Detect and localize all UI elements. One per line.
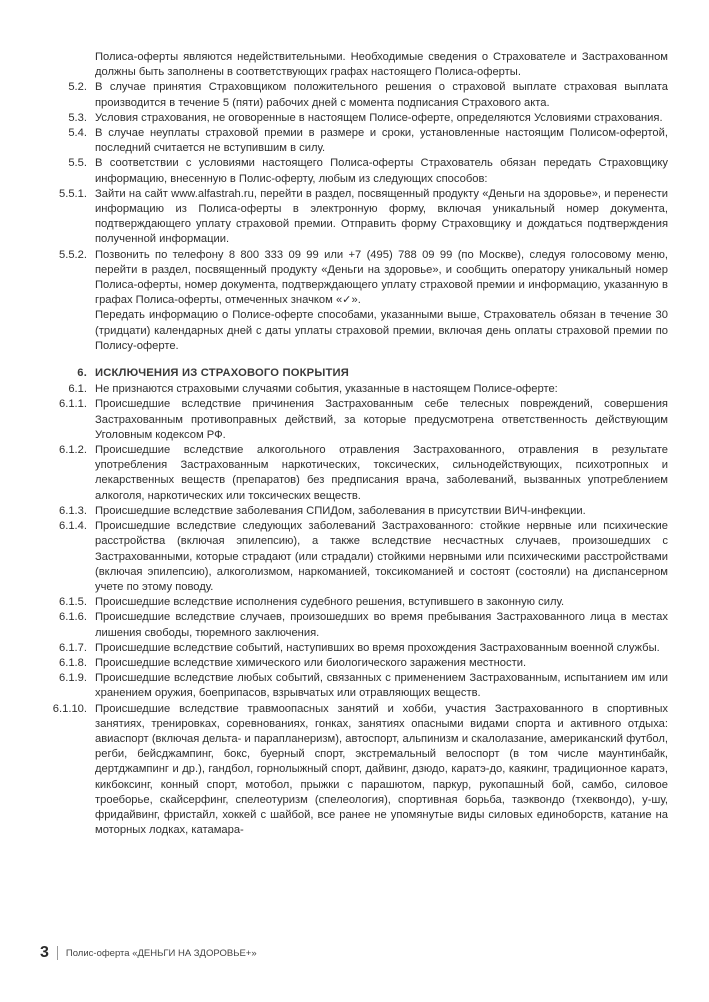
- clause-text: Передать информацию о Полисе-оферте способами, указанными выше, Страхователь обязан в течение 30 (тридцати) календарных дней с даты уплаты страховой премии, включая день оплаты страховой премии по Полису-оферте.: [95, 309, 668, 352]
- clause-number: 6.1.3.: [59, 504, 87, 517]
- paragraph-continuation: [40, 50, 668, 80]
- clause-number: 6.1.9.: [59, 672, 87, 685]
- clause-text: Не признаются страховыми случаями события, указанные в настоящем Полисе-оферте:: [95, 383, 558, 396]
- clause-text: В случае неуплаты страховой премии в размере и сроки, установленные настоящим Полисом-офертой, последний считается не вступившим в силу.: [95, 127, 668, 155]
- clause-6-1-3: [40, 504, 668, 519]
- clause-6-1-10: [40, 702, 668, 839]
- clause-text: Происшедшие вследствие случаев, произошедших во время пребывания Застрахованного лица в местах лишения свободы, тюремного заключения.: [95, 611, 668, 639]
- clause-text: Позвонить по телефону 8 800 333 09 99 или +7 (495) 788 09 99 (по Москве), следуя голосовому меню, перейти в раздел, посвященный продукту «Деньги на здоровье», и сообщить оператору уникальный номер Полиса-оферты, номер документа, подтверждающего уплату страховой премии и информацию, указанную в графах Полиса-оферты, отмеченных значком «✓».: [95, 248, 668, 307]
- clause-5-4: [40, 126, 668, 156]
- clause-5-5: [40, 156, 668, 186]
- clause-number: 6.1.7.: [59, 641, 87, 654]
- section-number: 6.: [77, 367, 87, 380]
- clause-text: Происшедшие вследствие травмоопасных занятий и хобби, участия Застрахованного в спортивных занятиях, тренировках, соревнованиях, гонках, занятиях опасными видами спорта и активного отдыха: авиаспорт (включая дельта- и парапланеризм), автоспорт, альпинизм и скалолазание, американский футбол, регби, бейсджампинг, бокс, буерный спорт, экстремальный велоспорт (в том числе маунтинбайк, дертджампинг и др.), гандбол, горнолыжный спорт, дайвинг, дзюдо, каратэ-до, каякинг, традиционное каратэ, кикбоксинг, конный спорт, мотобол, прыжки с парашютом, паркур, рукопашный бой, самбо, силовое троеборье, скайсерфинг, спелеотуризм (спелеология), спортивная борьба, таэквондо (тхеквондо), у-шу, фридайвинг, фристайл, хоккей с шайбой, все ранее не упомянутые виды силовых единоборств, катание на моторных лодках, катамара-: [95, 702, 668, 837]
- clause-text: В соответствии с условиями настоящего Полиса-оферты Страхователь обязан передать Страховщику информацию, внесенную в Полис-оферту, любым из следующих способов:: [95, 157, 668, 185]
- clause-6-1-9: [40, 671, 668, 701]
- clause-text: Условия страхования, не оговоренные в настоящем Полисе-оферте, определяются Условиями страхования.: [95, 111, 663, 124]
- clause-6-1-1: [40, 397, 668, 443]
- clause-text: Происшедшие вследствие алкогольного отравления Застрахованного, отравления в результате употребления Застрахованным наркотических, токсических, сильнодействующих, психотропных и лекарственных веществ (препаратов) без предписания врача, заболеваний, вызванных употреблением алкоголя, наркотических или токсических веществ.: [95, 444, 668, 502]
- clause-number: 5.2.: [68, 81, 87, 94]
- footer-divider: [57, 946, 58, 960]
- clause-number: 6.1.10.: [52, 702, 87, 715]
- clause-6-1-2: [40, 443, 668, 504]
- clause-text: Происшедшие вследствие заболевания СПИДом, заболевания в присутствии ВИЧ-инфекции.: [95, 504, 586, 517]
- clause-text: Происшедшие вследствие химического или биологического заражения местности.: [95, 656, 527, 669]
- clause-text: Происшедшие вследствие любых событий, связанных с применением Застрахованным, испытанием им или хранением оружия, боеприпасов, взрывчатых или отравляющих веществ.: [95, 672, 668, 700]
- clause-number: 6.1.6.: [59, 611, 87, 624]
- clause-number: 5.5.: [68, 157, 87, 170]
- clause-number: 5.4.: [68, 127, 87, 140]
- section-heading: [40, 366, 668, 381]
- clause-number: [40, 308, 95, 354]
- document-body: [40, 50, 668, 838]
- clause-text: Происшедшие вследствие событий, наступивших во время прохождения Застрахованным военной службы.: [95, 641, 660, 654]
- clause-text: Происшедшие вследствие исполнения судебного решения, вступившего в законную силу.: [95, 596, 565, 609]
- clause-6-1-8: [40, 656, 668, 671]
- clause-number: 6.1.2.: [59, 444, 87, 457]
- clause-text: В случае принятия Страховщиком положительного решения о страховой выплате страховая выплата производится в течение 5 (пяти) рабочих дней с момента подписания Страхового акта.: [95, 81, 668, 109]
- clause-number: 5.3.: [68, 111, 87, 124]
- page-footer: [40, 944, 257, 962]
- clause-5-5-1: [40, 187, 668, 248]
- clause-6-1-4: [40, 519, 668, 595]
- clause-5-3: [40, 111, 668, 126]
- page-number: 3: [40, 944, 49, 961]
- clause-text: Происшедшие вследствие причинения Застрахованным себе телесных повреждений, совершения Застрахованным противоправных действий, за которые предусмотрена ответственность действующим Уголовным кодексом РФ.: [95, 398, 668, 441]
- clause-number: 6.1.1.: [59, 398, 87, 411]
- clause-number: 6.1.8.: [59, 656, 87, 669]
- clause-5-2: [40, 80, 668, 110]
- clause-5-5-2-note: [40, 308, 668, 354]
- clause-number: 6.1.: [68, 383, 87, 396]
- clause-text: Происшедшие вследствие следующих заболеваний Застрахованного: стойкие нервные или психические расстройства (включая эпилепсию), а также вследствие несчастных случаев, произошедших с Застрахованными, которые страдают (или страдали) стойкими нервными или психическими расстройствами (включая эпилепсию), алкоголизмом, наркоманией, токсикоманией и состоят (состояли) на диспансерном учете по этому поводу.: [95, 520, 668, 593]
- clause-text: Зайти на сайт www.alfastrah.ru, перейти в раздел, посвященный продукту «Деньги на здоровье», и перенести информацию из Полиса-оферты в электронную форму, включая уникальный номер документа, подтверждающего уплату страховой премии. Отправить форму Страховщику и дождаться подтверждения полученной информации.: [95, 187, 668, 246]
- clause-number: 6.1.5.: [59, 596, 87, 609]
- clause-text: Полиса-оферты являются недействительными. Необходимые сведения о Страхователе и Застрахованном должны быть заполнены в соответствующих графах настоящего Полиса-оферты.: [95, 51, 668, 79]
- clause-6-1-5: [40, 595, 668, 610]
- clause-number: 5.5.2.: [59, 248, 87, 261]
- clause-6-1-7: [40, 641, 668, 656]
- clause-number: 5.5.1.: [59, 187, 87, 200]
- clause-5-5-2: [40, 248, 668, 309]
- section-title: ИСКЛЮЧЕНИЯ ИЗ СТРАХОВОГО ПОКРЫТИЯ: [95, 367, 350, 380]
- clause-6-1-6: [40, 610, 668, 640]
- clause-number: 6.1.4.: [59, 520, 87, 533]
- clause-6-1: [40, 382, 668, 397]
- document-title: Полис-оферта «ДЕНЬГИ НА ЗДОРОВЬЕ+»: [65, 947, 257, 959]
- clause-number: [40, 50, 95, 80]
